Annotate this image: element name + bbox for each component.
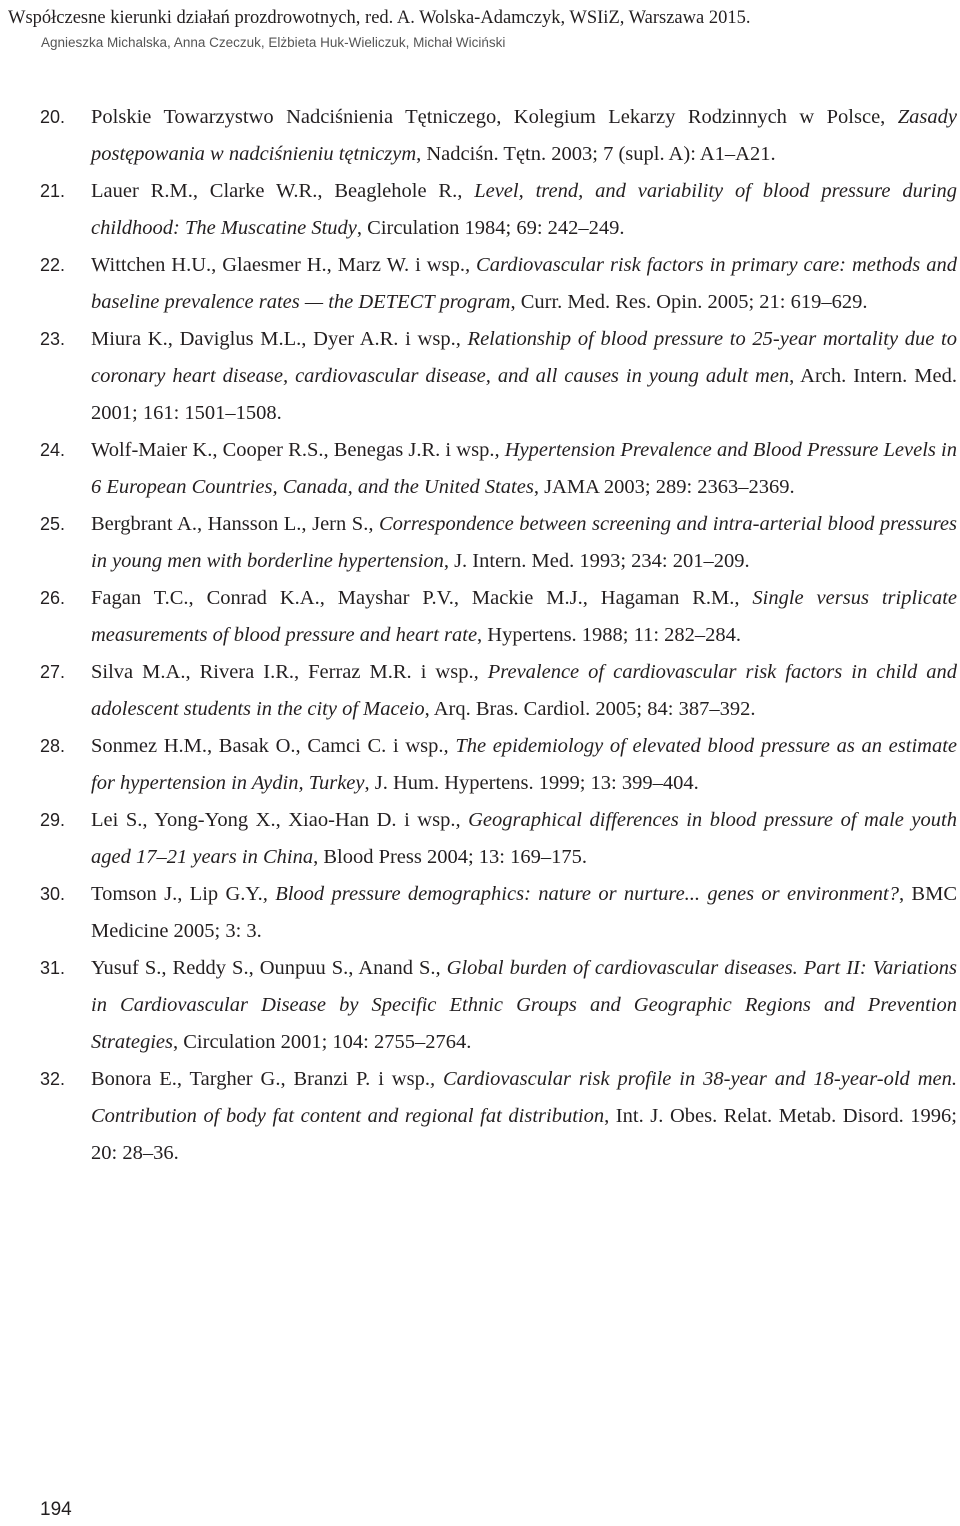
reference-source: , Arch. Intern. Med. 2001; 161: 1501–1508. <box>91 365 957 424</box>
reference-title: , The epidemiology of elevated blood pressure as an estimate for hypertension in Aydin, Turkey <box>91 735 957 794</box>
reference-item <box>40 1061 957 1172</box>
reference-authors: Bonora E., Targher G., Branzi P. i wsp. <box>91 1068 430 1090</box>
reference-source: , JAMA 2003; 289: 2363–2369. <box>533 476 795 498</box>
reference-source: , Hypertens. 1988; 11: 282–284. <box>477 624 742 646</box>
reference-number: 22. <box>40 255 66 275</box>
reference-item <box>40 432 957 506</box>
book-citation: Współczesne kierunki działań prozdrowotnych, red. A. Wolska-Adamczyk, WSIiZ, Warszawa 2015. <box>8 8 751 28</box>
reference-authors: Sonmez H.M., Basak O., Camci C. i wsp. <box>91 735 444 757</box>
reference-item <box>40 580 957 654</box>
reference-authors: Tomson J., Lip G.Y. <box>91 883 263 905</box>
reference-source: , Arq. Bras. Cardiol. 2005; 84: 387–392. <box>424 698 756 720</box>
reference-source: , Int. J. Obes. Relat. Metab. Disord. 1996; 20: 28–36. <box>91 1105 958 1164</box>
reference-item <box>40 876 957 950</box>
reference-text <box>91 506 957 580</box>
reference-number: 29. <box>40 810 66 830</box>
reference-text <box>91 950 957 1061</box>
reference-number: 26. <box>40 588 66 608</box>
reference-source: , J. Hum. Hypertens. 1999; 13: 399–404. <box>364 772 699 794</box>
reference-source: , Circulation 2001; 104: 2755–2764. <box>173 1031 472 1053</box>
reference-text <box>91 99 957 173</box>
reference-number: 32. <box>40 1069 66 1089</box>
reference-text <box>91 247 957 321</box>
reference-authors: Miura K., Daviglus M.L., Dyer A.R. i wsp. <box>91 328 456 350</box>
reference-source: , Curr. Med. Res. Opin. 2005; 21: 619–629. <box>510 291 868 313</box>
reference-authors: Lauer R.M., Clarke W.R., Beaglehole R. <box>91 180 458 202</box>
reference-authors: Lei S., Yong-Yong X., Xiao-Han D. i wsp. <box>91 809 456 831</box>
reference-title: , Relationship of blood pressure to 25-year mortality due to coronary heart disease, cardiovascular disease, and all causes in young adult men <box>91 328 958 387</box>
reference-title: , Single versus triplicate measurements of blood pressure and heart rate <box>91 587 957 646</box>
reference-text <box>91 321 957 432</box>
page-number: 194 <box>40 1499 72 1520</box>
reference-item <box>40 506 957 580</box>
reference-number: 21. <box>40 181 66 201</box>
reference-text <box>91 728 957 802</box>
reference-title: Zasady postępowania w nadciśnieniu tętniczym <box>91 106 957 165</box>
reference-text <box>91 173 957 247</box>
reference-item <box>40 247 957 321</box>
reference-item <box>40 950 957 1061</box>
reference-text <box>91 876 957 950</box>
reference-title: , Geographical differences in blood pressure of male youth aged 17–21 years in China <box>91 809 957 868</box>
reference-number: 28. <box>40 736 66 756</box>
reference-number: 24. <box>40 440 66 460</box>
reference-number: 27. <box>40 662 66 682</box>
reference-text <box>91 802 957 876</box>
reference-title: , Level, trend, and variability of blood pressure during childhood: The Muscatine Study <box>91 180 957 239</box>
reference-item <box>40 173 957 247</box>
reference-authors: Bergbrant A., Hansson L., Jern S. <box>91 513 369 535</box>
reference-item <box>40 654 957 728</box>
reference-number: 23. <box>40 329 66 349</box>
reference-title: , Cardiovascular risk profile in 38-year and 18-year-old men. Contribution of body fat content and regional fat distribution <box>91 1068 957 1127</box>
reference-number: 20. <box>40 107 66 127</box>
reference-authors: Silva M.A., Rivera I.R., Ferraz M.R. i wsp. <box>91 661 474 683</box>
reference-title: , Blood pressure demographics: nature or nurture... genes or environment? <box>262 883 899 905</box>
reference-item <box>40 802 957 876</box>
reference-number: 30. <box>40 884 66 904</box>
reference-item <box>40 321 957 432</box>
reference-authors: Yusuf S., Reddy S., Ounpuu S., Anand S. <box>91 957 436 979</box>
reference-source: , Nadciśn. Tętn. 2003; 7 (supl. A): A1–A21. <box>416 143 776 165</box>
reference-item <box>40 99 957 173</box>
reference-source: , Circulation 1984; 69: 242–249. <box>356 217 625 239</box>
reference-authors: Wolf-Maier K., Cooper R.S., Benegas J.R. i wsp. <box>91 439 495 461</box>
reference-authors: Fagan T.C., Conrad K.A., Mayshar P.V., Mackie M.J., Hagaman R.M. <box>91 587 735 609</box>
reference-list <box>40 99 957 1172</box>
reference-source: , J. Intern. Med. 1993; 234: 201–209. <box>443 550 750 572</box>
reference-title: , Prevalence of cardiovascular risk factors in child and adolescent students in the city of Maceio <box>91 661 957 720</box>
running-header <box>8 6 948 52</box>
reference-title: , Global burden of cardiovascular diseases. Part II: Variations in Cardiovascular Disease by Specific Ethnic Groups and Geographic Regions and Prevention Strategies <box>91 957 957 1053</box>
reference-text <box>91 432 957 506</box>
reference-text <box>91 654 957 728</box>
reference-number: 25. <box>40 514 66 534</box>
reference-source: , Blood Press 2004; 13: 169–175. <box>313 846 587 868</box>
reference-title: , Hypertension Prevalence and Blood Pressure Levels in 6 European Countries, Canada, and the United States <box>91 439 957 498</box>
reference-number: 31. <box>40 958 66 978</box>
reference-authors: Wittchen H.U., Glaesmer H., Marz W. i wsp. <box>91 254 465 276</box>
reference-source: , BMC Medicine 2005; 3: 3. <box>91 883 957 942</box>
reference-text <box>91 580 957 654</box>
reference-authors: Polskie Towarzystwo Nadciśnienia Tętniczego, Kolegium Lekarzy Rodzinnych w Polsce, <box>91 106 898 128</box>
reference-title: , Cardiovascular risk factors in primary care: methods and baseline prevalence rates — the DETECT program <box>91 254 957 313</box>
reference-title: , Correspondence between screening and intra-arterial blood pressures in young men with borderline hypertension <box>91 513 957 572</box>
chapter-authors: Agnieszka Michalska, Anna Czeczuk, Elżbieta Huk-Wieliczuk, Michał Wiciński <box>41 35 506 50</box>
reference-item <box>40 728 957 802</box>
reference-text <box>91 1061 957 1172</box>
